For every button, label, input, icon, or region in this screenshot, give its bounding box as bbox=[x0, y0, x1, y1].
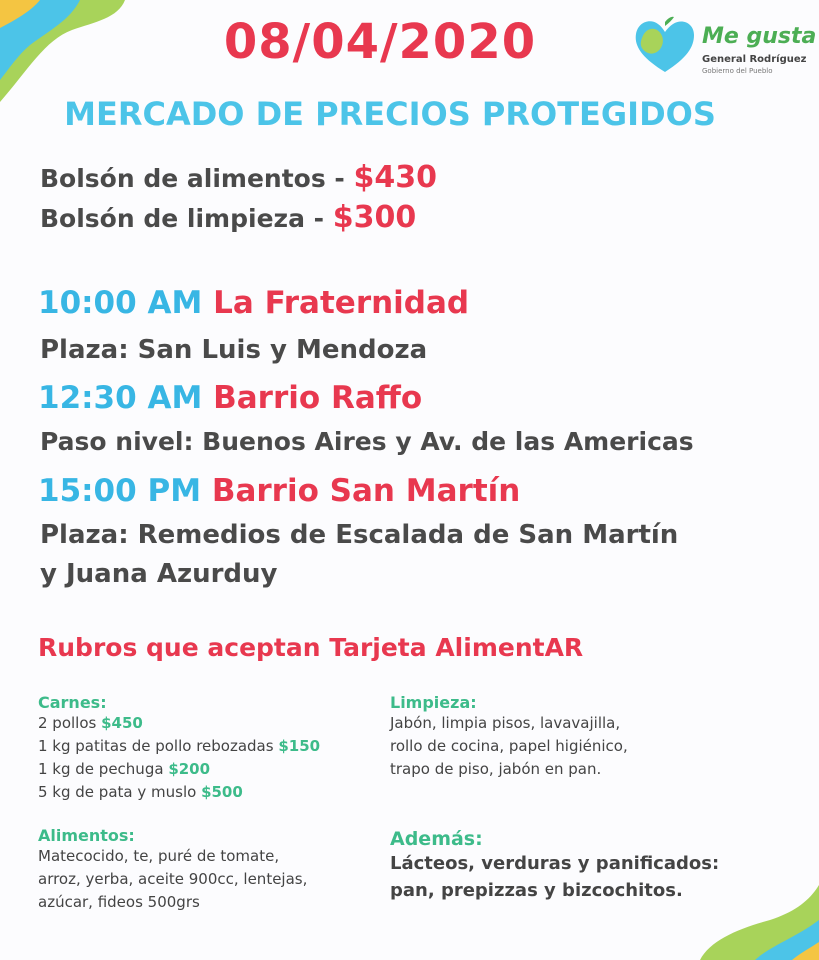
ademas-line: pan, prepizzas y bizcochitos. bbox=[390, 880, 683, 901]
rubros-heading: Rubros que aceptan Tarjeta AlimentAR bbox=[38, 633, 584, 662]
ademas-title: Además: bbox=[390, 828, 483, 850]
alimentos-title: Alimentos: bbox=[38, 826, 135, 845]
logo-text-general-rodriguez: General Rodríguez bbox=[702, 54, 807, 65]
price-bolson-limpieza: Bolsón de limpieza - $300 bbox=[40, 200, 417, 235]
carnes-item: 1 kg patitas de pollo rebozadas $150 bbox=[38, 737, 321, 755]
limpieza-line: Jabón, limpia pisos, lavavajilla, bbox=[390, 714, 621, 732]
limpieza-section bbox=[390, 693, 628, 781]
date-heading: 08/04/2020 bbox=[223, 14, 537, 70]
schedule-address-3-line1: Plaza: Remedios de Escalada de San Martín bbox=[40, 520, 679, 550]
schedule-address-3-line2: y Juana Azurduy bbox=[40, 559, 278, 589]
schedule-address-2: Paso nivel: Buenos Aires y Av. de las Americas bbox=[40, 427, 694, 456]
schedule-slot-1: 10:00 AM La Fraternidad bbox=[38, 285, 470, 321]
alimentos-section bbox=[38, 826, 307, 914]
alimentos-line: Matecocido, te, puré de tomate, bbox=[38, 847, 280, 865]
schedule-slot-2: 12:30 AM Barrio Raffo bbox=[38, 380, 423, 416]
page-title: MERCADO DE PRECIOS PROTEGIDOS bbox=[64, 95, 716, 133]
carnes-section bbox=[38, 693, 320, 804]
logo-text-me-gusta: Me gusta bbox=[702, 24, 817, 49]
carnes-item: 2 pollos $450 bbox=[38, 714, 143, 732]
carnes-item: 5 kg de pata y muslo $500 bbox=[38, 783, 243, 801]
limpieza-line: rollo de cocina, papel higiénico, bbox=[390, 737, 628, 755]
logo-text-gobierno: Gobierno del Pueblo bbox=[702, 67, 773, 75]
ademas-section bbox=[390, 828, 719, 904]
carnes-item: 1 kg de pechuga $200 bbox=[38, 760, 211, 778]
limpieza-line: trapo de piso, jabón en pan. bbox=[390, 760, 602, 778]
carnes-title: Carnes: bbox=[38, 693, 107, 712]
schedule-slot-3: 15:00 PM Barrio San Martín bbox=[38, 473, 521, 509]
schedule-address-1: Plaza: San Luis y Mendoza bbox=[40, 335, 428, 365]
alimentos-line: arroz, yerba, aceite 900cc, lentejas, bbox=[38, 870, 308, 888]
price-bolson-alimentos: Bolsón de alimentos - $430 bbox=[40, 160, 438, 195]
alimentos-line: azúcar, fideos 500grs bbox=[38, 893, 200, 911]
ademas-line: Lácteos, verduras y panificados: bbox=[390, 853, 720, 874]
limpieza-title: Limpieza: bbox=[390, 693, 477, 712]
